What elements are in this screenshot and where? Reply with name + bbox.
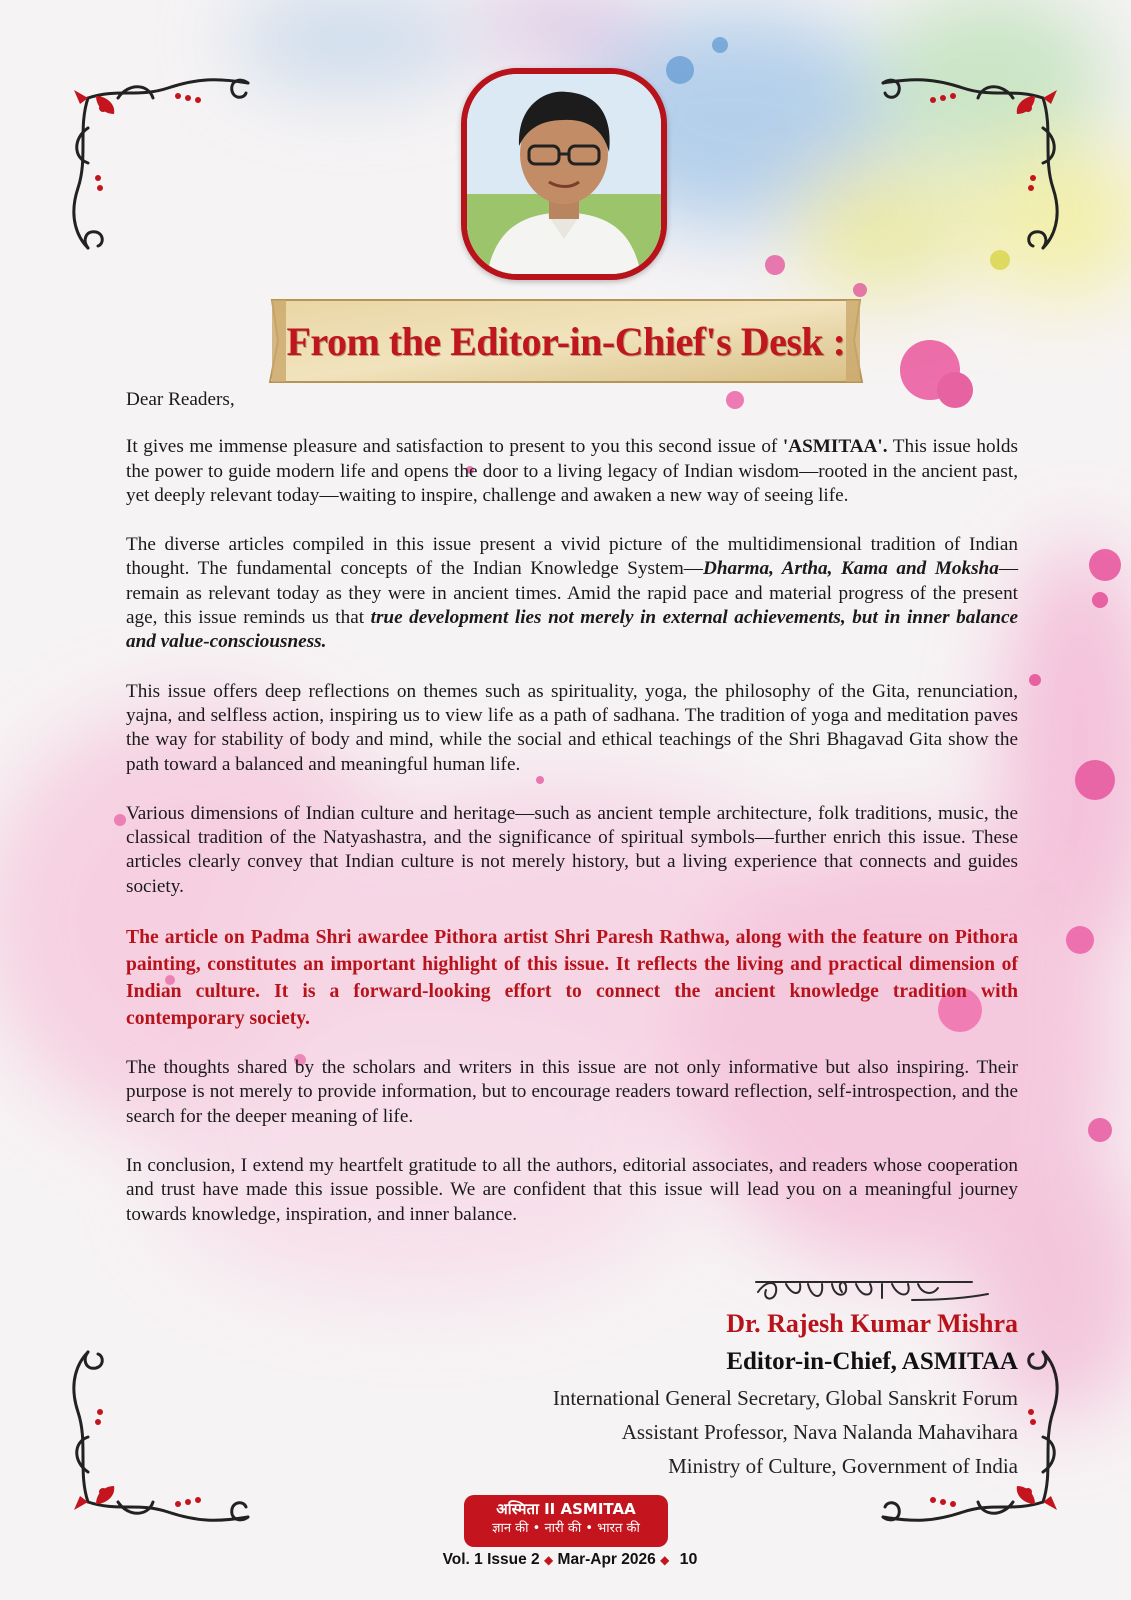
editor-name: Dr. Rajesh Kumar Mishra bbox=[726, 1309, 1018, 1338]
editor-title: Editor-in-Chief, ASMITAA bbox=[726, 1348, 1018, 1375]
logo-tagline: ज्ञान की • नारी की • भारत की bbox=[492, 1521, 640, 1536]
corner-ornament-icon bbox=[58, 1342, 258, 1542]
paragraph-conclusion: In conclusion, I extend my heartfelt gratitude to all the authors, editorial associates, and readers whose cooperation and trust have made this issue possible. We are confident that this issue will lead you on a meaningful journey towards knowledge, inspiration, and inner balance. bbox=[126, 1154, 1018, 1225]
paragraph-thoughts: The thoughts shared by the scholars and writers in this issue are not only informative but also inspiring. Their purpose is not merely to provide information, but to encourage readers toward reflection, self-introspection, and the search for the deeper meaning of life. bbox=[126, 1057, 1018, 1127]
corner-ornament-icon bbox=[58, 58, 258, 258]
page-number: 10 bbox=[679, 1551, 698, 1568]
editor-photo bbox=[461, 68, 667, 280]
issue-volume: Vol. 1 Issue 2 bbox=[442, 1551, 540, 1568]
editor-role: Assistant Professor, Nava Nalanda Mahavihara bbox=[621, 1420, 1018, 1444]
magazine-logo bbox=[464, 1495, 668, 1547]
paragraph-themes: This issue offers deep reflections on themes such as spirituality, yoga, the philosophy of the Gita, renunciation, yajna, and selfless action, inspiring us to view life as a path of sadhana. The tradition of yoga and meditation paves the way for stability of body and mind, while the social and ethical teachings of the Shri Bhagavad Gita show the path toward a balanced and meaningful human life. bbox=[126, 680, 1018, 775]
corner-ornament-icon bbox=[873, 58, 1073, 258]
editor-role: Ministry of Culture, Government of India bbox=[668, 1454, 1018, 1478]
letter-body bbox=[126, 388, 1018, 1252]
paragraph-highlight: The article on Padma Shri awardee Pithora artist Shri Paresh Rathwa, along with the feature on Pithora painting, constitutes an important highlight of this issue. It reflects the living and practical dimension of Indian culture. It is a forward-looking effort to connect the ancient knowledge tradition with contemporary society. bbox=[126, 927, 1018, 1030]
paragraph-culture: Various dimensions of Indian culture and heritage—such as ancient temple architecture, folk traditions, music, the classical tradition of the Natyashastra, and the significance of spiritual symbols—further enrich this issue. These articles clearly convey that Indian culture is not merely history, but a living experience that connects and guides society. bbox=[126, 802, 1018, 897]
handwritten-signature bbox=[752, 1270, 992, 1310]
paragraph-intro: It gives me immense pleasure and satisfaction to present to you this second issue of 'ASMITAA'. This issue holds the power to guide modern life and opens the door to a living legacy of Indian wisdom—rooted in the ancient past, yet deeply relevant today—waiting to inspire, challenge and awaken a new way of seeing life. bbox=[126, 436, 1018, 506]
diamond-icon: ◆ bbox=[543, 1553, 554, 1567]
page-title: From the Editor-in-Chief's Desk : bbox=[286, 318, 846, 364]
paragraph-concepts: The diverse articles compiled in this issue present a vivid picture of the multidimensional tradition of Indian thought. The fundamental concepts of the Indian Knowledge System—Dharma, Artha, Kama and Moksha—remain as relevant today as they were in ancient times. Amid the rapid pace and material progress of the present age, this issue reminds us that true development lies not merely in external achievements, but in inner balance and value-consciousness. bbox=[126, 534, 1018, 653]
greeting: Dear Readers, bbox=[126, 389, 235, 410]
logo-title: अस्मिता II ASMITAA bbox=[496, 1500, 636, 1518]
diamond-icon: ◆ bbox=[660, 1553, 670, 1567]
issue-date: Mar-Apr 2026 bbox=[557, 1551, 656, 1568]
editor-role: International General Secretary, Global Sanskrit Forum bbox=[552, 1386, 1018, 1410]
signature-block bbox=[553, 1305, 1018, 1483]
issue-info bbox=[430, 1551, 710, 1569]
editor-portrait-icon bbox=[467, 74, 661, 274]
